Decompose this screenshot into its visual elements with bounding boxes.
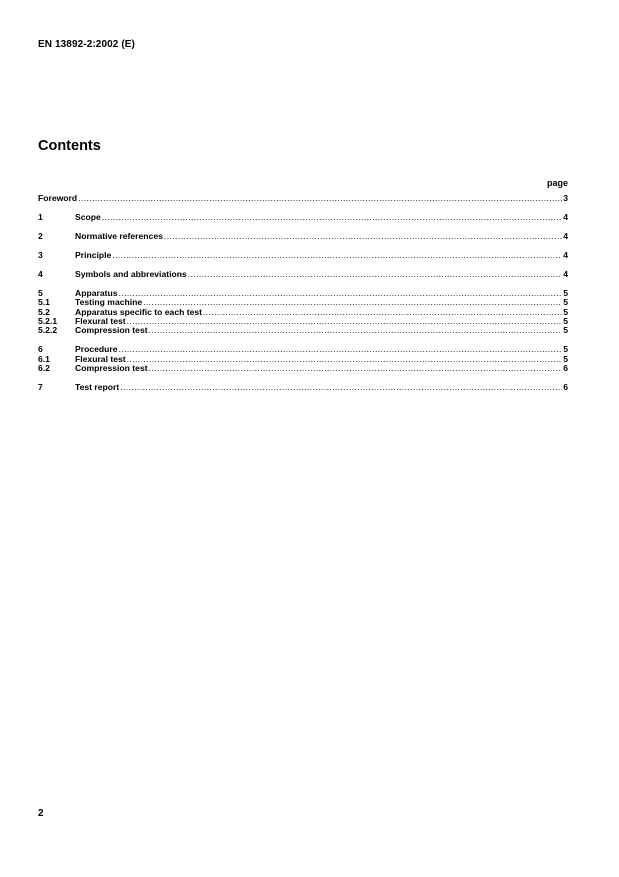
toc-entry-page: 5: [563, 287, 568, 298]
toc-entry-symbols-and-abbreviations[interactable]: [38, 270, 568, 279]
dot-leader: [119, 289, 563, 298]
toc-entry-title: Flexural test: [75, 316, 126, 327]
toc-entry-page: 4: [563, 249, 568, 260]
page-number: 2: [38, 808, 44, 819]
dot-leader: [203, 308, 562, 317]
dot-leader: [188, 270, 562, 279]
toc-entry-page: 4: [563, 268, 568, 279]
contents-title: Contents: [38, 138, 101, 154]
toc-entry-scope[interactable]: [38, 213, 568, 222]
toc-entry-number: 3: [38, 249, 43, 260]
toc-entry-number: 5.2.2: [38, 325, 58, 336]
toc-entry-page: 4: [563, 211, 568, 222]
toc-entry-number: 5.2: [38, 306, 50, 317]
dot-leader: [149, 364, 563, 373]
toc-entry-page: 5: [563, 344, 568, 355]
toc-entry-page: 5: [563, 306, 568, 317]
toc-entry-number: 2: [38, 230, 43, 241]
dot-leader: [102, 213, 562, 222]
dot-leader: [149, 326, 563, 335]
dot-leader: [127, 355, 563, 364]
toc-entry-title: Apparatus specific to each test: [75, 306, 203, 317]
toc-entry-foreword[interactable]: [38, 194, 568, 203]
toc-entry-number: 5.2.1: [38, 316, 58, 327]
toc-entry-page: 6: [563, 382, 568, 393]
table-of-contents: [38, 194, 568, 393]
document-header: EN 13892-2:2002 (E): [38, 39, 135, 50]
toc-entry-page: 5: [563, 297, 568, 308]
toc-entry-page: 6: [563, 363, 568, 374]
toc-entry-number: 5.1: [38, 297, 50, 308]
toc-entry-title: Foreword: [38, 193, 78, 203]
toc-entry-page: 3: [563, 193, 568, 203]
toc-entry-normative-references[interactable]: [38, 232, 568, 241]
toc-entry-compression-test-procedure[interactable]: [38, 364, 568, 373]
dot-leader: [127, 317, 563, 326]
toc-entry-page: 5: [563, 353, 568, 364]
toc-entry-page: 5: [563, 325, 568, 336]
toc-entry-principle[interactable]: [38, 251, 568, 260]
dot-leader: [143, 298, 562, 307]
toc-entry-number: 5: [38, 287, 43, 298]
toc-entry-title: Apparatus: [75, 287, 118, 298]
toc-entry-number: 7: [38, 382, 43, 393]
toc-entry-title: Procedure: [75, 344, 118, 355]
toc-entry-title: Compression test: [75, 363, 148, 374]
toc-entry-title: Testing machine: [75, 297, 143, 308]
toc-entry-number: 1: [38, 211, 43, 222]
dot-leader: [78, 194, 562, 203]
toc-entry-title: Test report: [75, 382, 120, 393]
toc-entry-number: 6: [38, 344, 43, 355]
toc-entry-page: 4: [563, 230, 568, 241]
toc-entry-test-report[interactable]: [38, 383, 568, 392]
dot-leader: [119, 345, 563, 354]
toc-entry-page: 5: [563, 316, 568, 327]
page-column-label: page: [546, 178, 568, 188]
toc-entry-number: 6.2: [38, 363, 50, 374]
toc-entry-title: Normative references: [75, 230, 163, 241]
dot-leader: [112, 251, 562, 260]
toc-entry-number: 6.1: [38, 353, 50, 364]
toc-entry-title: Compression test: [75, 325, 148, 336]
toc-entry-compression-test-apparatus[interactable]: [38, 326, 568, 335]
toc-entry-title: Symbols and abbreviations: [75, 268, 187, 279]
toc-entry-title: Flexural test: [75, 353, 126, 364]
toc-entry-title: Principle: [75, 249, 112, 260]
toc-entry-number: 4: [38, 268, 43, 279]
toc-entry-title: Scope: [75, 211, 101, 222]
dot-leader: [120, 383, 562, 392]
dot-leader: [164, 232, 562, 241]
